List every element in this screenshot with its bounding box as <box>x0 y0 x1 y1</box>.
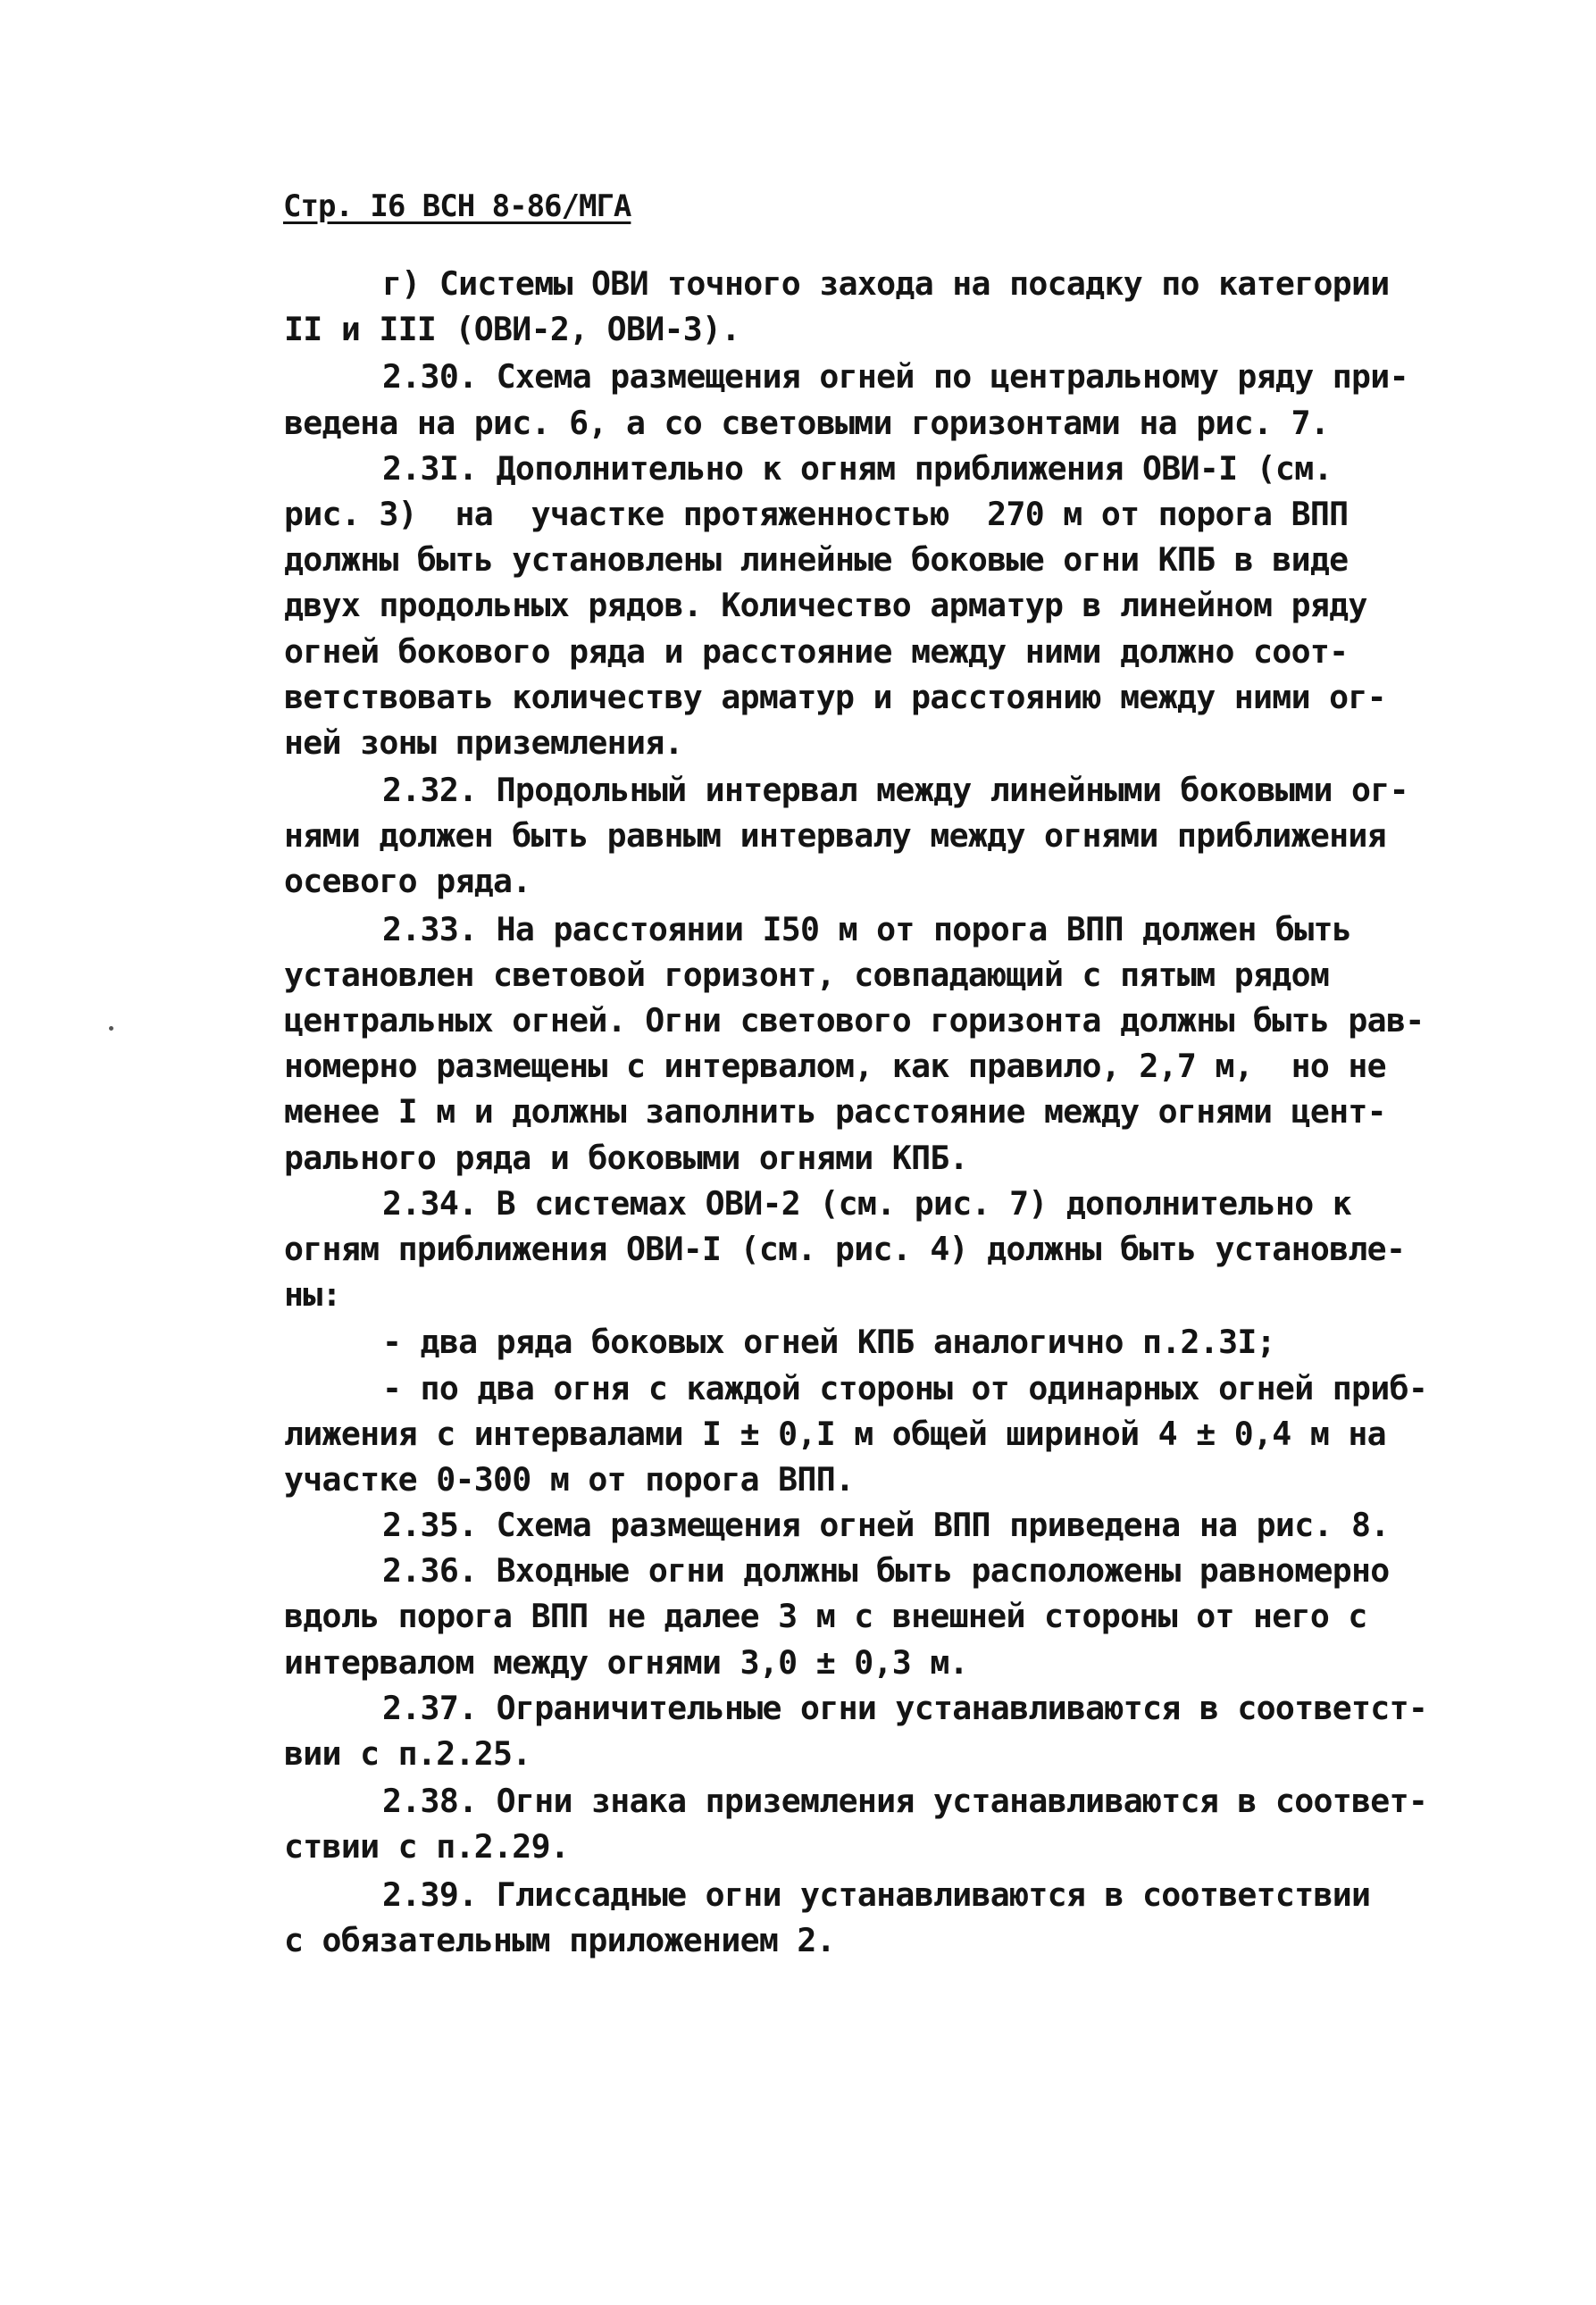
margin-mark <box>109 1026 113 1031</box>
text-line: двух продольных рядов. Количество арматур в линейном ряду <box>284 586 1367 625</box>
text-line: 2.37. Ограничительные огни устанавливаются в соответст- <box>382 1688 1428 1727</box>
text-line: 2.38. Огни знака приземления устанавливаются в соответ- <box>382 1782 1428 1821</box>
document-body <box>284 261 1445 1963</box>
text-line: интервалом между огнями 3,0 ± 0,3 м. <box>284 1642 968 1682</box>
text-line: с обязательным приложением 2. <box>284 1920 835 1959</box>
text-line: ветствовать количеству арматур и расстоянию между ними ог- <box>284 677 1386 716</box>
text-line: рис. 3) на участке протяженностью 270 м от порога ВПП <box>284 494 1349 533</box>
text-line: номерно размещены с интервалом, как правило, 2,7 м, но не <box>284 1047 1386 1086</box>
text-line: 2.32. Продольный интервал между линейными боковыми ог- <box>382 771 1408 810</box>
text-line: 2.36. Входные огни должны быть расположены равномерно <box>382 1551 1390 1591</box>
text-line: 2.34. В системах ОВИ-2 (см. рис. 7) дополнительно к <box>382 1183 1352 1223</box>
text-line: 2.30. Схема размещения огней по центральному ряду при- <box>382 357 1408 397</box>
text-line: осевого ряда. <box>284 862 531 901</box>
text-line: лижения с интервалами I ± 0,I м общей шириной 4 ± 0,4 м на <box>284 1414 1386 1453</box>
text-line: ны: <box>284 1275 341 1315</box>
list-item: - по два огня с каждой стороны от одинарных огней приб- <box>382 1368 1428 1407</box>
text-line: участке 0-300 м от порога ВПП. <box>284 1459 855 1499</box>
text-line: вии с п.2.25. <box>284 1734 531 1773</box>
text-line: нями должен быть равным интервалу между огнями приближения <box>284 816 1386 856</box>
text-line: 2.3I. Дополнительно к огням приближения ОВИ-I (см. <box>382 448 1333 488</box>
text-line: ведена на рис. 6, а со световыми горизонтами на рис. 7. <box>284 403 1330 442</box>
list-item: - два ряда боковых огней КПБ аналогично п.2.3I; <box>382 1323 1275 1362</box>
page-header: Стр. I6 ВСН 8-86/МГА <box>283 188 631 224</box>
text-line: II и III (ОВИ-2, ОВИ-3). <box>284 310 740 349</box>
text-line: рального ряда и боковыми огнями КПБ. <box>284 1138 968 1177</box>
text-line: установлен световой горизонт, совпадающий с пятым рядом <box>284 955 1330 994</box>
text-line: центральных огней. Огни светового горизонта должны быть рав- <box>284 1001 1425 1040</box>
text-line: вдоль порога ВПП не далее 3 м с внешней стороны от него с <box>284 1597 1367 1636</box>
text-line: г) Системы ОВИ точного захода на посадку по категории <box>382 264 1390 303</box>
text-line: 2.35. Схема размещения огней ВПП приведена на рис. 8. <box>382 1506 1390 1545</box>
text-line: 2.39. Глиссадные огни устанавливаются в соответствии <box>382 1875 1371 1914</box>
text-line: ствии с п.2.29. <box>284 1827 570 1867</box>
text-line: должны быть установлены линейные боковые огни КПБ в виде <box>284 540 1349 580</box>
text-line: огням приближения ОВИ-I (см. рис. 4) должны быть установле- <box>284 1229 1406 1268</box>
text-line: 2.33. На расстоянии I50 м от порога ВПП должен быть <box>382 909 1352 948</box>
text-line: менее I м и должны заполнить расстояние между огнями цент- <box>284 1092 1386 1132</box>
text-line: ней зоны приземления. <box>284 722 683 762</box>
text-line: огней бокового ряда и расстояние между ними должно соот- <box>284 631 1349 671</box>
